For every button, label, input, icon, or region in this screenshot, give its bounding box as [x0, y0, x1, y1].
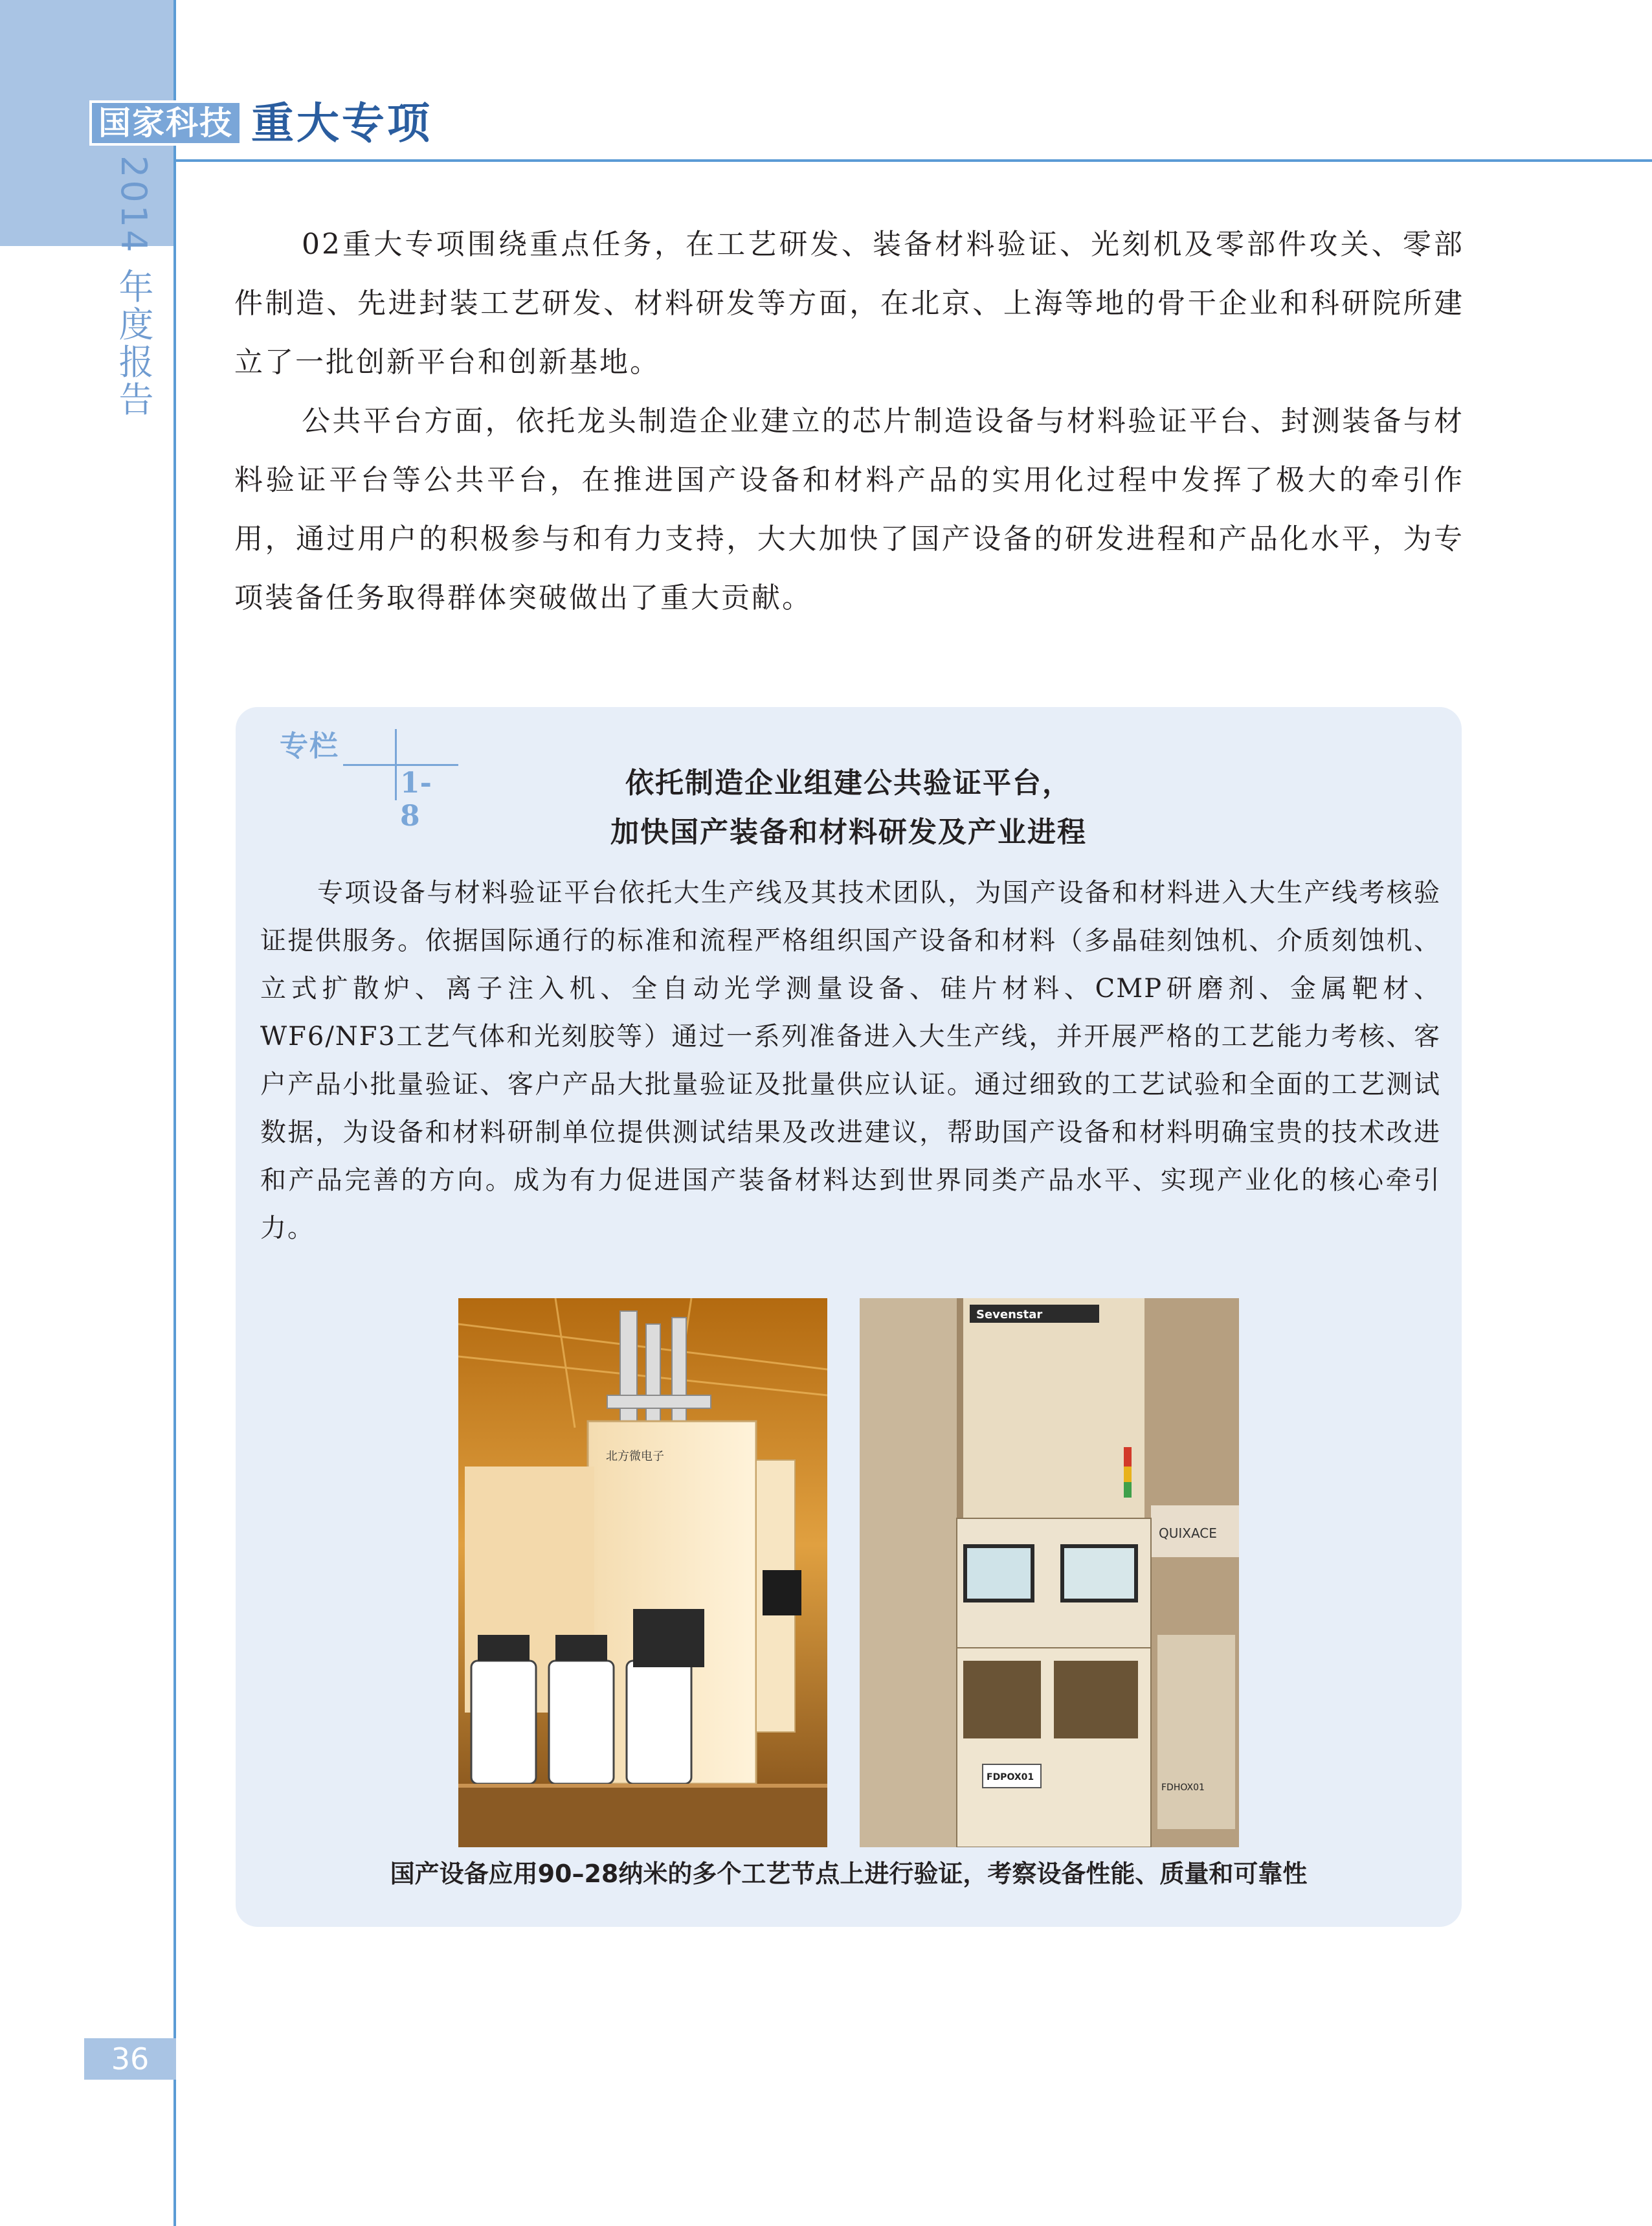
photo-caption: 国产设备应用90–28纳米的多个工艺节点上进行验证，考察设备性能、质量和可靠性 [390, 1860, 1308, 1888]
furnace-equipment-photo [860, 1298, 1239, 1847]
cleanroom-equipment-photo [458, 1298, 827, 1847]
header-brand [89, 97, 432, 149]
page-number: 36 [84, 2038, 176, 2080]
side-machine-text: QUIXACE [1159, 1525, 1217, 1541]
column-body [260, 869, 1441, 1252]
column-title-line-1: 依托制造企业组建公共验证平台， [625, 767, 1072, 800]
column-paragraph: 专项设备与材料验证平台依托大生产线及其技术团队，为国产设备和材料进入大生产线考核验证提供服务。依据国际通行的标准和流程严格组织国产设备和材料（多晶硅刻蚀机、介质刻蚀机、立式扩散炉、离子注入机、全自动光学测量设备、硅片材料、CMP研磨剂、金属靶材、WF6/NF3工艺气体和光刻胶等）通过一系列准备进入大生产线，并开展严格的工艺能力考核、客户产品小批量验证、客户产品大批量验证及批量供应认证。通过细致的工艺试验和全面的工艺测试数据，为设备和材料研制单位提供测试结果及改进建议，帮助国产设备和材料明确宝贵的技术改进和产品完善的方向。成为有力促进国产装备材料达到世界同类产品水平、实现产业化的核心牵引力。 [260, 878, 1441, 1243]
feature-column-box [236, 707, 1462, 1927]
header-horizontal-rule [175, 159, 1652, 162]
column-tag-number: 1-8 [400, 767, 432, 833]
side-vertical-rule [173, 0, 176, 2226]
machine-sign-text: 北方微电子 [606, 1450, 664, 1463]
column-title-line-2: 加快国产装备和材料研发及产业进程 [610, 816, 1087, 849]
brand-text: Sevenstar [976, 1308, 1043, 1321]
brand-main-title: 重大专项 [251, 98, 432, 148]
column-tag-word: 专栏 [280, 730, 339, 763]
label-fdhox01: FDHOX01 [1161, 1782, 1205, 1793]
body-paragraph: 公共平台方面，依托龙头制造企业建立的芯片制造设备与材料验证平台、封测装备与材料验证平台等公共平台，在推进国产设备和材料产品的实用化过程中发挥了极大的牵引作用，通过用户的积极参与和有力支持，大大加快了国产设备的研发进程和产品化水平，为专项装备任务取得群体突破做出了重大贡献。 [234, 405, 1464, 614]
column-tag [280, 723, 432, 833]
body-paragraph: 02重大专项围绕重点任务，在工艺研发、装备材料验证、光刻机及零部件攻关、零部件制造、先进封装工艺研发、材料研发等方面，在北京、上海等地的骨干企业和科研院所建立了一批创新平台和创新基地。 [234, 228, 1464, 379]
body-text [234, 215, 1464, 627]
brand-box-label: 国家科技 [89, 100, 242, 146]
label-fdpox01: FDPOX01 [987, 1772, 1034, 1782]
report-year-label: 2014 年度报告 [113, 155, 154, 419]
column-title [236, 759, 1462, 857]
